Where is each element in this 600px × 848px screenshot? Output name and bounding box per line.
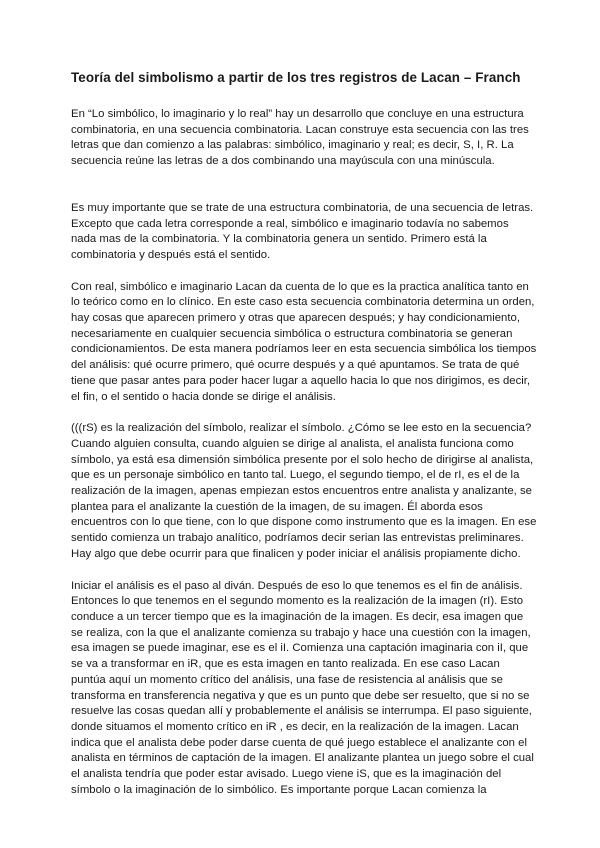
paragraph (71, 280, 537, 406)
text-line: indica que el analista debe poder darse cuenta de qué juego establece el analizante con el (71, 736, 527, 749)
text-line: se realiza, con la que el analizante comienza su trabajo y hace una cuestión con la imagen, (71, 626, 531, 639)
text-line: combinatoria y después está el sentido. (71, 248, 271, 261)
text-line: tiene que pasar antes para poder hacer lugar a aquello hacia lo que nos dirigimos, es decir, (71, 374, 531, 387)
text-line: lo teórico como en lo clínico. En este caso esta secuencia combinatoria determina un orden, (71, 296, 535, 309)
paragraph (71, 201, 533, 264)
text-line: esa imagen se puede imaginar, ese es el iI. Comienza una captación imaginaria con iI, que (71, 642, 529, 655)
text-line: símbolo o la imaginación de lo simbólico. Es importante porque Lacan comienza la (71, 783, 487, 796)
text-line: sentido comienza un trabajo analítico, podríamos decir serian las entrevistas preliminares. (71, 532, 524, 545)
paragraph (71, 579, 533, 799)
text-line: Con real, simbólico e imaginario Lacan da cuenta de lo que es la practica analítica tanto en (71, 280, 529, 293)
text-line: puntúa aquí un momento crítico del análisis, una fase de resistencia al análisis que se (71, 673, 503, 686)
text-line: encuentros con lo que tiene, con lo que dispone como instrumento que es la imagen. En ese (71, 516, 537, 529)
text-line: condicionamientos. De esta manera podríamos leer en esta secuencia simbólica los tiempos (71, 343, 537, 356)
paragraph (71, 421, 537, 562)
text-line: analista en términos de captación de la imagen. El analizante plantea un juego sobre el cual (71, 752, 534, 765)
text-line: donde situamos el momento crítico en iR , es decir, en la realización de la imagen. Lacan (71, 720, 519, 733)
text-line: Es muy importante que se trate de una estructura combinatoria, de una secuencia de letras. (71, 201, 534, 214)
text-line: plantea para el analizante la cuestión de la imagen, de su imagen. Él aborda esos (71, 500, 483, 513)
text-line: resuelve las cosas quedan allí y probablemente el análisis se interrumpa. El paso siguiente, (71, 705, 532, 718)
text-line: hay cosas que aparecen primero y otras que aparecen después; y hay condicionamiento, (71, 312, 520, 325)
text-line: necesariamente en cualquier secuencia simbólica o estructura combinatoria se generan (71, 327, 513, 340)
text-line: conduce a un tercer tiempo que es la imaginación de la imagen. Es decir, esa imagen que (71, 610, 524, 623)
text-line: Cuando alguien consulta, cuando alguien se dirige al analista, el analista funciona como (71, 437, 514, 450)
text-line: secuencia reúne las letras de a dos combinando una mayúscula con una minúscula. (71, 155, 495, 168)
text-line: En “Lo simbólico, lo imaginario y lo real” hay un desarrollo que concluye en una estructura (71, 108, 524, 120)
paragraph (71, 107, 533, 170)
document-body (71, 107, 537, 798)
text-line: que es un personaje simbólico en tanto tal. Luego, el segundo tiempo, el de rI, es el de la (71, 469, 520, 482)
text-line: Hay algo que debe ocurrir para que finalicen y poder iniciar el análisis propiamente dicho. (71, 547, 521, 560)
text-line: se va a transformar en iR, que es esta imagen en tanto realizada. En ese caso Lacan (71, 658, 500, 671)
text-line: nada mas de la combinatoria. Y la combinatoria genera un sentido. Primero está la (71, 233, 487, 246)
text-line: combinatoria, en una secuencia combinatoria. Lacan construye esta secuencia con las tres (71, 123, 529, 136)
text-line: realización de la imagen, apenas empiezan estos encuentros entre analista y analizante, se (71, 485, 532, 498)
text-line: (((rS) es la realización del símbolo, realizar el símbolo. ¿Cómo se lee esto en la secuencia? (71, 422, 532, 435)
text-line: Iniciar el análisis es el paso al diván. Después de eso lo que tenemos es el fin de análisis. (71, 579, 523, 592)
text-line: símbolo, ya está esa dimensión simbólica presente por el solo hecho de dirigirse al analista, (71, 453, 534, 466)
document-title: Teoría del simbolismo a partir de los tres registros de Lacan – Franch (71, 70, 521, 85)
text-line: del análisis: qué ocurre primero, qué ocurre después y a qué apuntamos. Se trata de qué (71, 359, 520, 372)
text-line: el analista tendría que poder estar avisado. Luego viene iS, que es la imaginación del (71, 768, 502, 781)
text-line: letras que dan comienzo a las palabras: simbólico, imaginario y real; es decir, S, I, R. La (71, 139, 514, 152)
text-line: Excepto que cada letra corresponde a real, simbólico e imaginario todavía no sabemos (71, 217, 509, 230)
text-line: el fin, o el sentido o hacia donde se dirige el análisis. (71, 390, 336, 403)
text-line: transforma en transferencia negativa y que es un punto que debe ser resuelto, que si no se (71, 689, 530, 702)
text-line: Entonces lo que tenemos en el segundo momento es la realización de la imagen (rI). Esto (71, 595, 524, 608)
